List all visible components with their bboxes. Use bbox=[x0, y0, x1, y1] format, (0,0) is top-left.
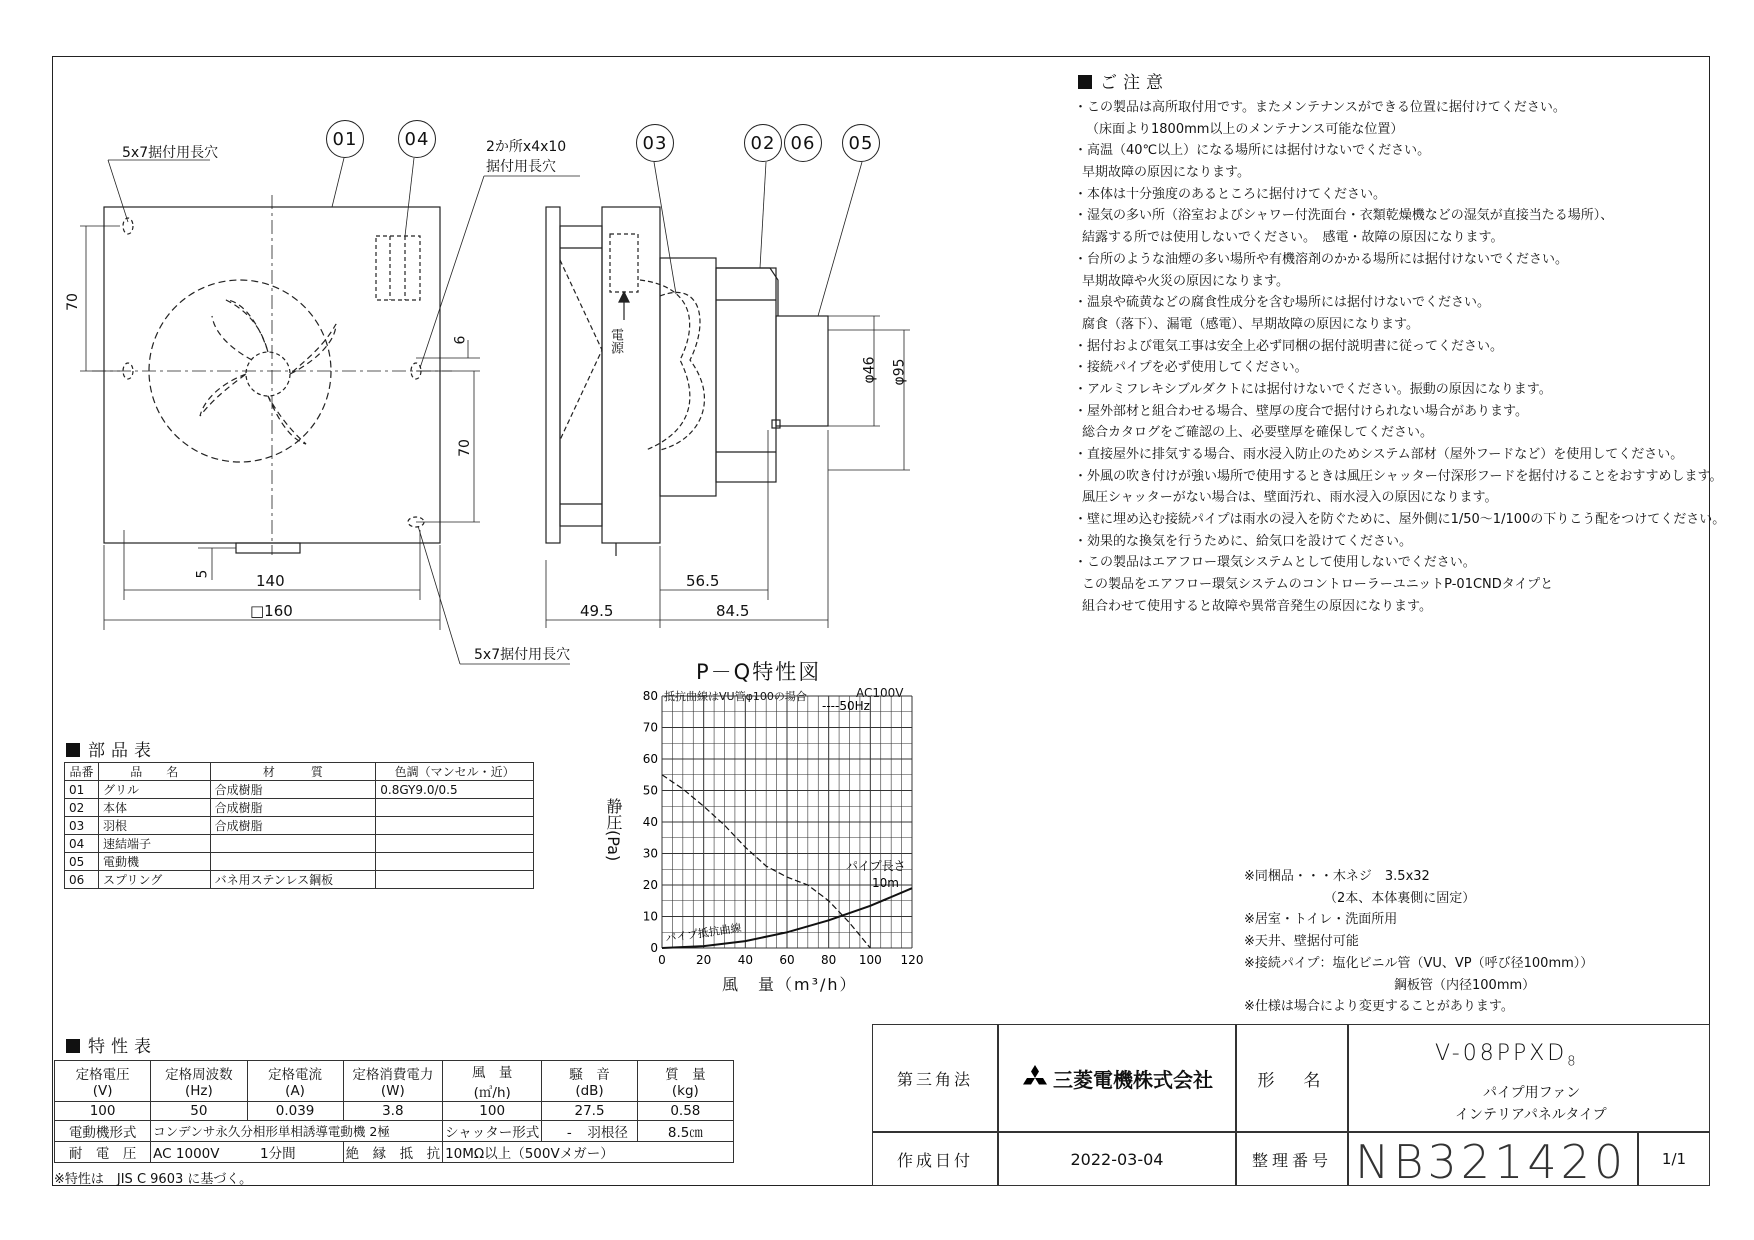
x-tick-label: 100 bbox=[858, 953, 882, 967]
chart-note-voltage: AC100V bbox=[856, 686, 904, 700]
part-bubble-05: 05 bbox=[842, 124, 880, 162]
company-name: 三菱電機株式会社 bbox=[1053, 1067, 1213, 1092]
accessory-line: （2本、本体裏側に固定） bbox=[1324, 890, 1476, 906]
spec-header-name: 定格電流 bbox=[268, 1067, 323, 1083]
motor-value: コンデンサ永久分相形単相誘導電動機 2極 bbox=[151, 1121, 443, 1142]
note-line: ・本体は十分強度のあるところに据付けてください。 bbox=[1074, 186, 1387, 202]
annotation-pipe-length: パイプ長さ bbox=[846, 859, 906, 873]
note-line: 早期故障の原因になります。 bbox=[1082, 165, 1250, 181]
spec-header-unit: (㎥/h) bbox=[473, 1085, 511, 1101]
table-cell: 合成樹脂 bbox=[210, 799, 376, 817]
part-bubble-06: 06 bbox=[784, 124, 822, 162]
dim-6: 6 bbox=[452, 335, 469, 345]
note-line: ・外風の吹き付けが強い場所で使用するときは風圧シャッター付深形フードを据付けることをおすすめします。 bbox=[1074, 468, 1723, 484]
part-bubble-02: 02 bbox=[744, 124, 782, 162]
spec-header-unit: (A) bbox=[285, 1083, 305, 1099]
y-tick-label: 70 bbox=[642, 720, 658, 735]
note-line: ・据付および電気工事は安全上必ず同梱の据付説明書に従ってください。 bbox=[1074, 338, 1504, 354]
number-cell bbox=[1348, 1132, 1638, 1189]
spec-header-name: 風 量 bbox=[471, 1065, 513, 1081]
spec-value: 50 bbox=[151, 1102, 247, 1121]
dim-160: □160 bbox=[250, 602, 293, 620]
motor-label: 電動機形式 bbox=[55, 1121, 151, 1142]
insulation-label: 絶 縁 抵 抗 bbox=[343, 1142, 443, 1163]
parts-header: 品番 bbox=[65, 763, 99, 781]
note-line: ・温泉や硫黄などの腐食性成分を含む場所には据付けないでください。 bbox=[1074, 295, 1491, 311]
date-label-cell: 作成日付 bbox=[872, 1132, 998, 1186]
note-line: ・この製品はエアフロー環気システムとして使用しないでください。 bbox=[1074, 555, 1476, 571]
chart-title: P－Q特性図 bbox=[696, 660, 822, 684]
table-row bbox=[65, 871, 534, 889]
table-cell: 速結端子 bbox=[98, 835, 210, 853]
shutter-value-text: - bbox=[566, 1125, 572, 1141]
y-tick-label: 80 bbox=[642, 689, 658, 703]
spec-value: 0.039 bbox=[247, 1102, 343, 1121]
page-cell: 1/1 bbox=[1638, 1132, 1710, 1186]
date-cell: 2022-03-04 bbox=[998, 1132, 1236, 1186]
table-cell: 01 bbox=[65, 781, 99, 799]
parts-header: 色調（マンセル・近） bbox=[376, 763, 534, 781]
dim-5: 5 bbox=[194, 569, 211, 579]
shutter-label: シャッター形式 bbox=[443, 1121, 542, 1142]
note-line: ・直接屋外に排気する場合、雨水浸入防止のためシステム部材（屋外フードなど）を使用してください。 bbox=[1074, 447, 1684, 462]
table-row bbox=[65, 781, 534, 799]
model-label-cell: 形 名 bbox=[1236, 1024, 1348, 1132]
note-line: ・アルミフレキシブルダクトには据付けないでください。振動の原因になります。 bbox=[1074, 381, 1552, 397]
table-cell: 02 bbox=[65, 799, 99, 817]
number-label-cell: 整理番号 bbox=[1236, 1132, 1348, 1186]
spec-header-name: 騒 音 bbox=[569, 1067, 610, 1083]
notes-list bbox=[1074, 96, 1725, 617]
table-cell: 羽根 bbox=[98, 817, 210, 835]
insulation-value: 10MΩ以上（500Vメガー） bbox=[443, 1142, 734, 1163]
spec-header-unit: (W) bbox=[380, 1083, 405, 1099]
note-line: ・壁に埋め込む接続パイプは雨水の浸入を防ぐために、屋外側に1/50～1/100の下りこう配をつけてください。 bbox=[1074, 512, 1726, 528]
y-tick-label: 30 bbox=[642, 846, 658, 861]
model-number-text: V-08PPXD bbox=[1435, 1041, 1568, 1066]
legend-50hz: ----50Hz bbox=[822, 699, 870, 713]
label-mount-slot-top: 5x7据付用長穴 bbox=[122, 145, 219, 161]
spec-value: 3.8 bbox=[343, 1102, 443, 1121]
x-tick-label: 40 bbox=[737, 953, 753, 967]
dim-56-5: 56.5 bbox=[686, 572, 720, 590]
part-bubble-04: 04 bbox=[398, 120, 436, 158]
x-tick-label: 0 bbox=[658, 953, 666, 967]
table-cell bbox=[376, 853, 534, 871]
table-cell: 0.8GY9.0/0.5 bbox=[376, 781, 534, 799]
table-cell: スプリング bbox=[98, 871, 210, 889]
table-cell: 03 bbox=[65, 817, 99, 835]
table-cell: 本体 bbox=[98, 799, 210, 817]
table-row bbox=[65, 817, 534, 835]
table-cell bbox=[376, 817, 534, 835]
voltage-label: 耐 電 圧 bbox=[55, 1142, 151, 1163]
dim-140: 140 bbox=[256, 572, 285, 590]
table-cell: 05 bbox=[65, 853, 99, 871]
table-cell bbox=[376, 871, 534, 889]
parts-table bbox=[64, 762, 534, 889]
specs-motor-row bbox=[55, 1121, 734, 1142]
y-tick-label: 50 bbox=[642, 783, 658, 798]
table-row bbox=[65, 799, 534, 817]
spec-header bbox=[343, 1061, 443, 1102]
table-cell: グリル bbox=[98, 781, 210, 799]
parts-title: 部品表 bbox=[66, 736, 157, 761]
dim-49-5: 49.5 bbox=[580, 602, 614, 620]
x-tick-label: 20 bbox=[696, 953, 712, 967]
table-cell: 合成樹脂 bbox=[210, 781, 376, 799]
fan-blades bbox=[200, 300, 336, 444]
spec-header bbox=[151, 1061, 247, 1102]
spec-header-name: 定格電圧 bbox=[75, 1067, 130, 1083]
accessory-line: ※同梱品・・・木ネジ 3.5x32 bbox=[1244, 869, 1430, 884]
note-line: ・この製品は高所取付用です。またメンテナンスができる位置に据付けてください。 bbox=[1074, 100, 1566, 115]
spec-header bbox=[542, 1061, 637, 1102]
accessory-line: ※接続パイプ：塩化ビニル管（VU、VP（呼び径100mm）） bbox=[1244, 955, 1594, 971]
y-tick-label: 20 bbox=[642, 878, 658, 892]
pq-chart bbox=[600, 680, 940, 970]
note-line: 腐食（落下）、漏電（感電）、早期故障の原因になります。 bbox=[1082, 316, 1419, 332]
note-line: 早期故障や火災の原因になります。 bbox=[1082, 273, 1289, 289]
spec-value: 0.58 bbox=[637, 1102, 733, 1121]
annotation-pipe-resistance: パイプ抵抗曲線 bbox=[664, 921, 743, 945]
annotation-pipe-length-value: 10m bbox=[872, 876, 899, 890]
side-view bbox=[546, 207, 828, 556]
spec-header-unit: (kg) bbox=[671, 1083, 699, 1099]
spec-header-name: 定格消費電力 bbox=[352, 1067, 434, 1083]
specs-table bbox=[54, 1060, 734, 1163]
spec-header bbox=[247, 1061, 343, 1102]
spec-value: 27.5 bbox=[542, 1102, 637, 1121]
spec-header-unit: (V) bbox=[92, 1083, 113, 1099]
accessory-line: 鋼板管（内径100mm） bbox=[1394, 977, 1536, 993]
accessory-line: ※居室・トイレ・洗面所用 bbox=[1244, 912, 1398, 928]
x-tick-label: 80 bbox=[821, 953, 837, 967]
projection-cell: 第三角法 bbox=[872, 1024, 998, 1132]
specs-header-row bbox=[55, 1061, 734, 1102]
product-line-2: インテリアパネルタイプ bbox=[1455, 1107, 1607, 1123]
dim-70-top: 70 bbox=[64, 293, 81, 311]
note-line: ・効果的な換気を行うために、給気口を設けてください。 bbox=[1074, 533, 1413, 549]
y-tick-label: 60 bbox=[642, 752, 658, 766]
note-line: ・屋外部材と組合わせる場合、壁厚の度合で据付けられない場合があります。 bbox=[1074, 403, 1528, 419]
x-tick-label: 60 bbox=[779, 953, 795, 967]
notes-title: ご注意 bbox=[1078, 68, 1169, 93]
model-cell bbox=[1348, 1024, 1710, 1132]
model-suffix: 8 bbox=[1567, 1054, 1579, 1070]
label-mount-slot-bottom: 5x7据付用長穴 bbox=[474, 647, 571, 663]
chart-xlabel: 風 量（m³/h） bbox=[722, 975, 858, 994]
note-line: ・接続パイプを必ず使用してください。 bbox=[1074, 360, 1308, 376]
company-cell bbox=[998, 1024, 1236, 1132]
blade-label: 羽根径 bbox=[587, 1125, 628, 1141]
accessory-line: ※仕様は場合により変更することがあります。 bbox=[1244, 999, 1514, 1015]
table-cell bbox=[210, 835, 376, 853]
spec-header-unit: (Hz) bbox=[184, 1083, 213, 1099]
dim-phi95: φ95 bbox=[891, 358, 908, 386]
chart-ylabel: 静圧(Pa) bbox=[604, 798, 623, 862]
specs-value-row bbox=[55, 1102, 734, 1121]
table-cell: バネ用ステンレス鋼板 bbox=[210, 871, 376, 889]
spec-header-unit: (dB) bbox=[575, 1083, 604, 1099]
note-line: （床面より1800mm以上のメンテナンス可能な位置） bbox=[1086, 121, 1404, 137]
blade-value: 8.5㎝ bbox=[637, 1121, 733, 1142]
table-cell bbox=[376, 835, 534, 853]
dim-84-5: 84.5 bbox=[716, 602, 750, 620]
voltage-value: AC 1000V 1分間 bbox=[151, 1142, 343, 1163]
drawing-number: NB321420 bbox=[1355, 1135, 1628, 1189]
part-bubble-01: 01 bbox=[326, 120, 364, 158]
note-line: この製品をエアフロー環気システムのコントローラーユニットP-01CNDタイプと bbox=[1082, 577, 1554, 593]
x-tick-label: 120 bbox=[900, 953, 924, 967]
parts-header-row bbox=[65, 763, 534, 781]
note-line: ・高温（40℃以上）になる場所には据付けないでください。 bbox=[1074, 143, 1431, 159]
y-tick-label: 10 bbox=[642, 909, 658, 924]
accessories-list bbox=[1244, 866, 1593, 1018]
table-cell bbox=[210, 853, 376, 871]
table-cell bbox=[376, 799, 534, 817]
spec-header-name: 質 量 bbox=[665, 1067, 706, 1083]
part-bubble-03: 03 bbox=[636, 124, 674, 162]
specs-footnote: ※特性は JIS C 9603 に基づく。 bbox=[54, 1172, 253, 1187]
spec-header bbox=[55, 1061, 151, 1102]
mitsubishi-logo-icon bbox=[1021, 1065, 1049, 1091]
parts-header: 品 名 bbox=[98, 763, 210, 781]
note-line: 総合カタログをご確認の上、必要壁厚を確保してください。 bbox=[1082, 425, 1434, 441]
dim-phi46: φ46 bbox=[861, 356, 878, 384]
specs-title: 特性表 bbox=[66, 1032, 157, 1057]
note-line: 風圧シャッターがない場合は、壁面汚れ、雨水浸入の原因になります。 bbox=[1082, 490, 1498, 506]
model-number bbox=[1435, 1041, 1579, 1069]
spec-header bbox=[443, 1061, 542, 1102]
shutter-value bbox=[542, 1121, 637, 1142]
specs-voltage-row bbox=[55, 1142, 734, 1163]
dim-70-right: 70 bbox=[456, 439, 473, 457]
note-line: 結露する所では使用しないでください。 感電・故障の原因になります。 bbox=[1082, 230, 1504, 246]
note-line: ・台所のような油煙の多い場所や有機溶剤のかかる場所には据付けないでください。 bbox=[1074, 251, 1569, 267]
parts-header: 材 質 bbox=[210, 763, 376, 781]
y-tick-label: 0 bbox=[650, 941, 658, 955]
table-row bbox=[65, 853, 534, 871]
note-line: ・湿気の多い所（浴室およびシャワー付洗面台・衣類乾燥機などの湿気が直接当たる場所）、 bbox=[1074, 208, 1614, 224]
note-line: 組合わせて使用すると故障や異常音発生の原因になります。 bbox=[1082, 598, 1432, 614]
y-tick-label: 40 bbox=[642, 815, 658, 829]
label-power: 電源 bbox=[608, 328, 623, 354]
table-cell: 合成樹脂 bbox=[210, 817, 376, 835]
label-mount-slot-right-2: 据付用長穴 bbox=[486, 159, 556, 175]
product-line-1: パイプ用ファン bbox=[1483, 1085, 1581, 1101]
spec-value: 100 bbox=[55, 1102, 151, 1121]
table-cell: 04 bbox=[65, 835, 99, 853]
spec-value: 100 bbox=[443, 1102, 542, 1121]
table-cell: 06 bbox=[65, 871, 99, 889]
spec-header bbox=[637, 1061, 733, 1102]
table-cell: 電動機 bbox=[98, 853, 210, 871]
table-row bbox=[65, 835, 534, 853]
label-mount-slot-right-1: 2か所x4x10 bbox=[486, 139, 567, 155]
spec-header-name: 定格周波数 bbox=[165, 1067, 233, 1083]
accessory-line: ※天井、壁据付可能 bbox=[1244, 934, 1359, 950]
chart-note-resistance: 抵抗曲線はVU管φ100の場合 bbox=[664, 690, 807, 703]
